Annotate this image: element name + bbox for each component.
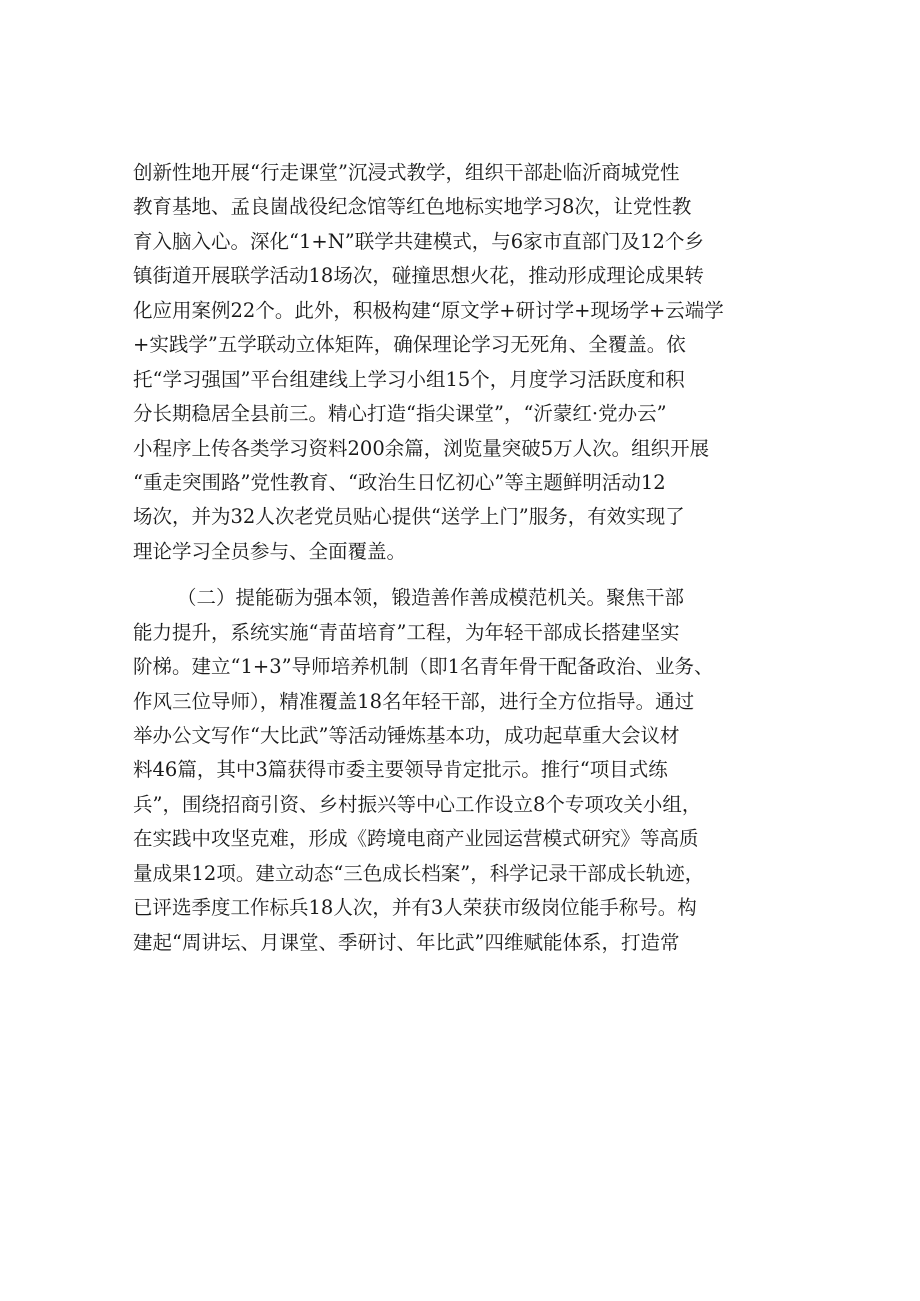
text-line: “重走突围路”党性教育、“政治生日忆初心”等主题鲜明活动12 bbox=[133, 470, 666, 494]
text-line: +实践学”五学联动立体矩阵，确保理论学习无死角、全覆盖。依 bbox=[133, 333, 686, 357]
text-line: 量成果12项。建立动态“三色成长档案”，科学记录干部成长轨迹， bbox=[133, 861, 705, 885]
text-line: 化应用案例22个。此外，积极构建“原文学+研讨学+现场学+云端学 bbox=[133, 298, 724, 322]
paragraph-2 bbox=[133, 581, 801, 960]
document-body bbox=[133, 156, 801, 960]
text-line: 建起“周讲坛、月课堂、季研讨、年比武”四维赋能体系，打造常 bbox=[133, 930, 680, 954]
section-heading-line: （二）提能砺为强本领，锻造善作善成模范机关。聚焦干部 bbox=[177, 586, 685, 610]
text-line: 分长期稳居全县前三。精心打造“指尖课堂”，“沂蒙红·党办云” bbox=[133, 402, 667, 426]
paragraph-1 bbox=[133, 156, 801, 569]
text-line: 创新性地开展“行走课堂”沉浸式教学，组织干部赴临沂商城党性 bbox=[133, 161, 680, 184]
text-line: 镇街道开展联学活动18场次，碰撞思想火花，推动形成理论成果转 bbox=[133, 264, 704, 288]
text-line: 场次，并为32人次老党员贴心提供“送学上门”服务，有效实现了 bbox=[133, 505, 685, 529]
text-line: 小程序上传各类学习资料200余篇，浏览量突破5万人次。组织开展 bbox=[133, 436, 710, 460]
text-line: 作风三位导师），精准覆盖18名年轻干部，进行全方位指导。通过 bbox=[133, 689, 695, 713]
text-line: 兵”，围绕招商引资、乡村振兴等中心工作设立8个专项攻关小组， bbox=[133, 792, 702, 816]
text-line: 能力提升，系统实施“青苗培育”工程，为年轻干部成长搭建坚实 bbox=[133, 620, 680, 644]
text-line: 托“学习强国”平台组建线上学习小组15个，月度学习活跃度和积 bbox=[133, 367, 685, 391]
text-line: 在实践中攻坚克难，形成《跨境电商产业园运营模式研究》等高质 bbox=[133, 827, 699, 851]
text-line: 教育基地、孟良崮战役纪念馆等红色地标实地学习8次，让党性教 bbox=[133, 195, 692, 219]
text-line: 阶梯。建立“1+3”导师培养机制（即1名青年骨干配备政治、业务、 bbox=[133, 655, 714, 679]
text-line: 已评选季度工作标兵18人次，并有3人荣获市级岗位能手称号。构 bbox=[133, 896, 697, 920]
text-line: 育入脑入心。深化“1+N”联学共建模式，与6家市直部门及12个乡 bbox=[133, 229, 704, 253]
text-line: 理论学习全员参与、全面覆盖。 bbox=[133, 539, 407, 563]
text-line: 举办公文写作“大比武”等活动锤炼基本功，成功起草重大会议材 bbox=[133, 724, 680, 747]
text-line: 料46篇，其中3篇获得市委主要领导肯定批示。推行“项目式练 bbox=[133, 758, 668, 782]
paragraph-spacing bbox=[133, 569, 801, 581]
